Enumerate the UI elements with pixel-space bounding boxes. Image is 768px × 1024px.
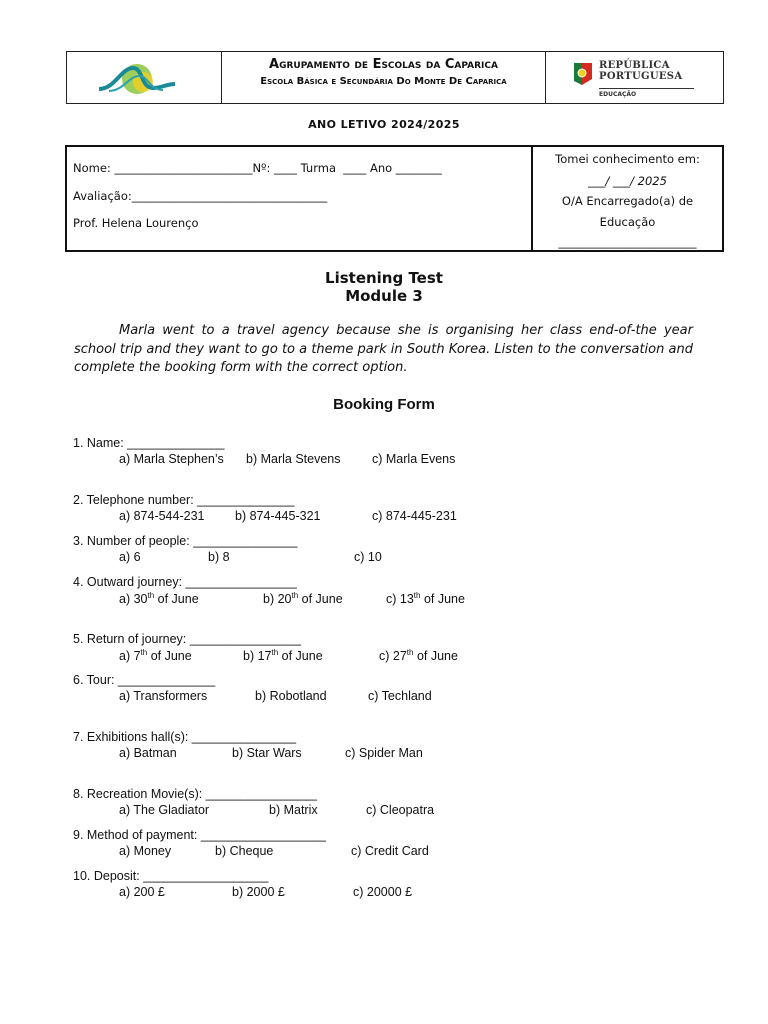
option-c[interactable]: c) Spider Man (345, 746, 423, 760)
booking-form-title: Booking Form (333, 396, 435, 413)
name-field[interactable]: Nome: ________________________Nº: ____ Turma ____ Ano ________ (73, 161, 442, 175)
option-c[interactable]: c) Cleopatra (366, 803, 435, 817)
school-logo-icon (97, 62, 177, 96)
option-b[interactable]: b) 20th of June (263, 591, 343, 607)
teacher-name: Prof. Helena Lourenço (73, 216, 199, 230)
option-c[interactable]: c) Credit Card (351, 844, 429, 858)
option-b[interactable]: b) 17th of June (243, 648, 323, 664)
option-a[interactable]: a) Money (119, 844, 172, 858)
test-title: Listening Test (325, 269, 443, 287)
option-b[interactable]: b) 2000 £ (232, 885, 285, 899)
option-b[interactable]: b) Robotland (255, 689, 327, 703)
option-b[interactable]: b) Star Wars (232, 746, 302, 760)
date-field[interactable]: ___/ ___/ 2025 (588, 174, 667, 188)
question-6[interactable]: 6. Tour: ______________ (73, 673, 216, 687)
option-c[interactable]: c) 13th of June (386, 591, 465, 607)
school-subtitle: Escola Básica e Secundária Do Monte De Caparica (260, 76, 507, 87)
question-2[interactable]: 2. Telephone number: ______________ (73, 493, 295, 507)
republica-label: REPÚBLICA PORTUGUESA (599, 60, 683, 82)
option-a[interactable]: a) 7th of June (119, 648, 192, 664)
option-c[interactable]: c) Techland (368, 689, 432, 703)
module-title: Module 3 (345, 287, 423, 305)
question-5[interactable]: 5. Return of journey: ________________ (73, 632, 301, 646)
option-b[interactable]: b) Marla Stevens (246, 452, 341, 466)
question-4[interactable]: 4. Outward journey: ________________ (73, 575, 297, 589)
signature-line[interactable]: ________________________ (558, 235, 697, 249)
option-a[interactable]: a) 30th of June (119, 591, 199, 607)
option-c[interactable]: c) 27th of June (379, 648, 458, 664)
option-c[interactable]: c) Marla Evens (372, 452, 456, 466)
question-3[interactable]: 3. Number of people: _______________ (73, 534, 298, 548)
option-a[interactable]: a) 6 (119, 550, 141, 564)
guardian-label-2: Educação (599, 215, 656, 229)
option-a[interactable]: a) Marla Stephen’s (119, 452, 224, 466)
option-c[interactable]: c) 20000 £ (353, 885, 413, 899)
portugal-flag-icon (572, 61, 594, 87)
guardian-label-1: O/A Encarregado(a) de (561, 194, 694, 208)
option-a[interactable]: a) The Gladiator (119, 803, 210, 817)
option-b[interactable]: b) Cheque (215, 844, 274, 858)
option-a[interactable]: a) 200 £ (119, 885, 165, 899)
school-year: ANO LETIVO 2024/2025 (308, 118, 460, 131)
question-10[interactable]: 10. Deposit: __________________ (73, 869, 269, 883)
option-c[interactable]: c) 874-445-231 (372, 509, 457, 523)
evaluation-field[interactable]: Avaliação:__________________________________ (73, 189, 328, 203)
option-a[interactable]: a) 874-544-231 (119, 509, 205, 523)
school-header (66, 51, 724, 104)
option-a[interactable]: a) Transformers (119, 689, 208, 703)
option-b[interactable]: b) Matrix (269, 803, 318, 817)
question-8[interactable]: 8. Recreation Movie(s): ________________ (73, 787, 317, 801)
option-c[interactable]: c) 10 (354, 550, 382, 564)
question-7[interactable]: 7. Exhibitions hall(s): _______________ (73, 730, 297, 744)
acknowledge-label: Tomei conhecimento em: (555, 152, 700, 166)
option-b[interactable]: b) 874-445-321 (235, 509, 321, 523)
instructions: Marla went to a travel agency because she is organising her class end-of-the year school trip and they want to go to a theme park in South Korea. Listen to the conversation and complete the booking form with the correct option. (74, 323, 693, 375)
school-name: Agrupamento de Escolas da Caparica (269, 57, 498, 72)
option-b[interactable]: b) 8 (208, 550, 230, 564)
option-a[interactable]: a) Batman (119, 746, 177, 760)
student-info-box (65, 145, 724, 252)
educacao-label: EDUCAÇÃO (599, 88, 694, 98)
question-1[interactable]: 1. Name: ______________ (73, 436, 225, 450)
question-9[interactable]: 9. Method of payment: __________________ (73, 828, 326, 842)
